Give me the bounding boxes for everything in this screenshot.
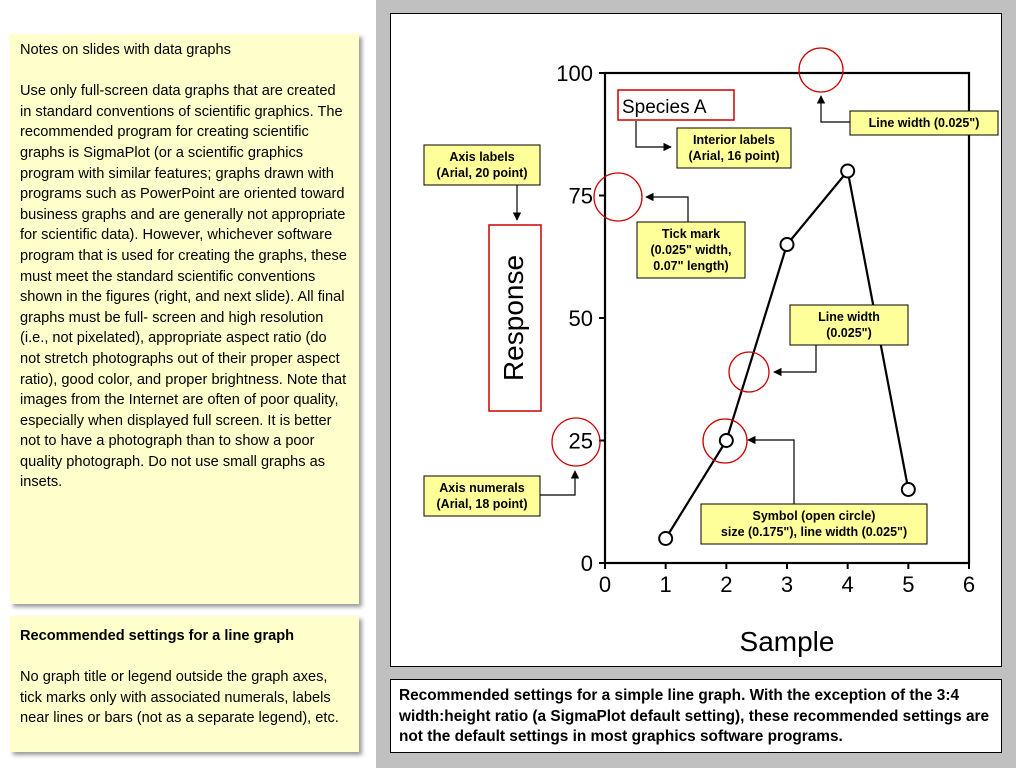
symbol-arrow — [748, 440, 794, 504]
interior-labels-callout-text: (Arial, 16 point) — [688, 149, 780, 163]
tick-mark-callout-text: 0.07" length) — [653, 259, 729, 273]
interior-label: Species A — [622, 97, 707, 118]
axis-numerals-arrow — [540, 471, 575, 495]
data-point — [781, 238, 794, 251]
tick-mark-circle — [594, 173, 642, 221]
y-tick-label: 25 — [568, 428, 593, 454]
line-width-top-arrow — [821, 96, 850, 122]
symbol-callout-text: size (0.175"), line width (0.025") — [720, 525, 908, 539]
x-tick-label: 1 — [659, 572, 672, 597]
axis-numerals-callout-text: Axis numerals — [439, 481, 525, 495]
x-tick-label: 5 — [902, 572, 915, 597]
x-axis-label: Sample — [739, 626, 835, 657]
y-axis-label: Response — [498, 254, 529, 382]
interior-labels-arrow — [636, 121, 671, 147]
figure-caption: Recommended settings for a simple line graph. With the exception of the 3:4 width:height ratio (a SigmaPlot default setting), these recommended settings are not the default settings in most graphics software programs. — [390, 679, 1002, 753]
data-point — [659, 532, 672, 545]
line-chart — [391, 14, 1001, 666]
axis-labels-callout-text: (Arial, 20 point) — [436, 166, 528, 180]
x-tick-label: 2 — [720, 572, 733, 597]
notes-panel — [10, 34, 359, 604]
line-width-callout-text: (0.025") — [826, 326, 872, 340]
settings-body: No graph title or legend outside the graph axes, tick marks only with associated numerals, labels near lines or bars (not as a separate legend), etc. — [20, 669, 339, 727]
interior-labels-callout-text: Interior labels — [693, 133, 775, 147]
chart-frame — [390, 13, 1002, 667]
line-width-callout-text: Line width — [818, 310, 880, 324]
tick-mark-arrow — [646, 197, 688, 222]
symbol-callout-text: Symbol (open circle) — [752, 509, 876, 523]
data-point — [902, 483, 915, 496]
tick-mark-callout-text: Tick mark — [661, 227, 721, 241]
line-width-arrow — [774, 345, 816, 372]
x-tick-label: 3 — [780, 572, 794, 597]
axis-labels-callout-text: Axis labels — [449, 150, 515, 164]
x-tick-label: 0 — [598, 572, 612, 597]
data-point — [720, 434, 733, 447]
notes-body: Use only full-screen data graphs that are created in standard conventions of scientific graphics. The recommended program for creating scientific graphs is SigmaPlot (or a scientific graphics program with similar features; graphs drawn with programs such as PowerPoint are oriented toward business graphs and are generally not appropriate for scientific data). However, whichever software program that is used for creating the graphs, these must meet the standard scientific conventions shown in the figures (right, and next slide). All final graphs must be full- screen and high resolution (i.e., not pixelated), appropriate aspect ratio (do not stretch photographs out of their proper aspect ratio), good color, and proper brightness. Note that images from the Internet are often of poor quality, especially when displayed full screen. It is better not to have a photograph than to show a poor quality photograph. Do not use small graphs as insets. — [20, 83, 347, 491]
tick-mark-callout-text: (0.025" width, — [650, 243, 732, 257]
y-tick-label: 75 — [568, 183, 593, 209]
settings-heading: Recommended settings for a line graph — [20, 628, 295, 644]
x-tick-label: 4 — [841, 572, 854, 597]
line-width-top-circle — [799, 48, 843, 92]
y-tick-label: 0 — [580, 551, 593, 576]
data-point — [841, 165, 854, 178]
line-width-top-callout-text: Line width (0.025") — [868, 116, 980, 130]
y-tick-label: 100 — [556, 61, 593, 86]
line-width-circle — [729, 352, 769, 392]
notes-heading: Notes on slides with data graphs — [20, 42, 231, 58]
y-tick-label: 50 — [568, 306, 593, 331]
axis-numerals-callout-text: (Arial, 18 point) — [436, 497, 528, 511]
settings-panel — [10, 616, 359, 752]
x-tick-label: 6 — [962, 572, 976, 597]
